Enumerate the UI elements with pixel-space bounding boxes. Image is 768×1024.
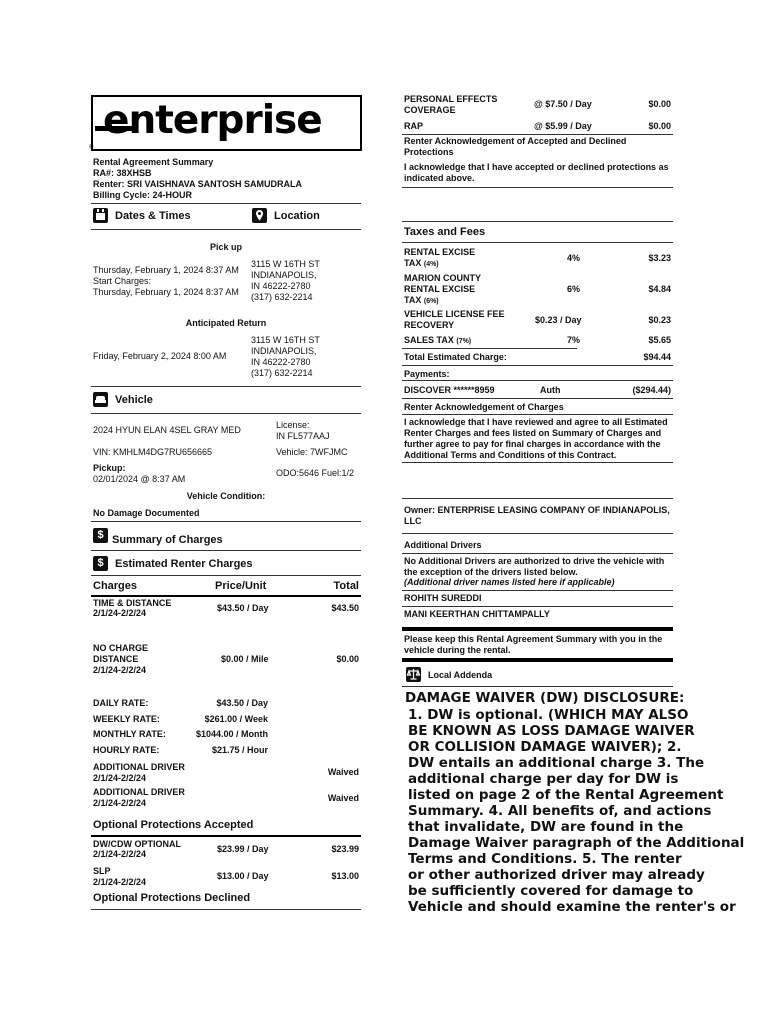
protection-price: $23.99 / Day [217, 844, 269, 854]
payment-card: DISCOVER ******8959 [404, 385, 495, 395]
protection-dates: 2/1/24-2/2/24 [93, 849, 147, 859]
protection-total: $13.00 [331, 871, 359, 881]
scales-icon [406, 667, 421, 682]
payment-auth: Auth [540, 385, 561, 395]
tax-name: SALES TAX (7%) [404, 335, 472, 345]
return-date: Friday, February 2, 2024 8:00 AM [93, 351, 227, 361]
optional-accepted-heading: Optional Protections Accepted [93, 819, 254, 831]
protection-price: $13.00 / Day [217, 871, 269, 881]
rate-value: $1044.00 / Month [195, 729, 268, 739]
return-heading: Anticipated Return [185, 318, 267, 328]
declined-price: @ $7.50 / Day [534, 99, 592, 109]
pickup-heading: Pick up [209, 242, 242, 252]
return-address: 3115 W 16TH ST INDIANAPOLIS, IN 46222-2780 (317) 632-2214 [251, 335, 320, 378]
payment-amount: ($294.44) [632, 385, 671, 395]
rate-name: WEEKLY RATE: [93, 714, 160, 724]
protection-name: SLP [93, 866, 111, 876]
tax-total: $5.65 [648, 335, 671, 345]
dollar-icon: $ [93, 556, 108, 571]
pickup-address: 3115 W 16TH ST INDIANAPOLIS, IN 46222-2780 (317) 632-2214 [251, 259, 320, 302]
payments-label: Payments: [404, 369, 450, 379]
charge-price: $43.50 / Day [217, 603, 269, 613]
ra-number: RA#: 38XHSB [93, 168, 152, 178]
charge-price: $0.00 / Mile [221, 654, 269, 664]
tax-rate: $0.23 / Day [535, 315, 582, 325]
vin: VIN: KMHLM4DG7RU656665 [93, 447, 213, 457]
protection-name: DW/CDW OPTIONAL [93, 839, 181, 849]
protection-total: $23.99 [331, 844, 359, 854]
declined-total: $0.00 [648, 121, 671, 131]
start-charges-label: Start Charges: [93, 276, 152, 286]
dollar-icon: $ [93, 528, 108, 543]
rate-name: MONTHLY RATE: [93, 729, 166, 739]
charge-name: ADDITIONAL DRIVER [93, 787, 185, 797]
renter-name: Renter: SRI VAISHNAVA SANTOSH SAMUDRALA [93, 179, 303, 189]
declined-name: PERSONAL EFFECTS COVERAGE [404, 94, 498, 115]
location-heading: Location [274, 210, 320, 222]
rate-value: $261.00 / Week [204, 714, 268, 724]
charge-total: Waived [327, 767, 359, 777]
pickup-label: Pickup: [93, 463, 126, 473]
charge-total: Waived [327, 793, 359, 803]
additional-drivers-text: No Additional Drivers are authorized to drive the vehicle with the exception of the drivers listed below. [404, 556, 665, 577]
tax-name: VEHICLE LICENSE FEE RECOVERY [404, 309, 505, 330]
tax-total: $0.23 [648, 315, 671, 325]
rate-value: $21.75 / Hour [211, 745, 268, 755]
charges-ack-title: Renter Acknowledgement of Charges [404, 402, 564, 412]
col-charges: Charges [93, 580, 138, 592]
protections-ack-text: I acknowledge that I have accepted or declined protections as indicated above. [404, 162, 669, 183]
car-icon [93, 392, 108, 407]
license-label: License: [276, 420, 310, 430]
vehicle-model: 2024 HYUN ELAN 4SEL GRAY MED [93, 425, 241, 435]
vehicle-number: Vehicle: 7WFJMC [276, 447, 348, 457]
additional-drivers-title: Additional Drivers [404, 540, 482, 550]
charge-total: $0.00 [336, 654, 359, 664]
local-addenda-heading: Local Addenda [428, 670, 493, 680]
pickup-time: 02/01/2024 @ 8:37 AM [93, 474, 186, 484]
enterprise-logo [91, 95, 362, 151]
vehicle-condition: No Damage Documented [93, 508, 200, 518]
license-plate: IN FL577AAJ [276, 431, 330, 441]
tax-rate: 7% [567, 335, 581, 345]
protection-dates: 2/1/24-2/2/24 [93, 877, 147, 887]
tax-name: MARION COUNTY RENTAL EXCISE TAX (6%) [404, 273, 481, 305]
location-pin-icon [252, 208, 267, 223]
tax-rate: 4% [567, 253, 581, 263]
col-total: Total [333, 580, 359, 592]
charge-name: TIME & DISTANCE [93, 598, 172, 608]
calendar-icon [93, 208, 108, 223]
charge-dates: 2/1/24-2/2/24 [93, 773, 147, 783]
vehicle-heading: Vehicle [115, 394, 153, 406]
col-price-unit: Price/Unit [215, 580, 267, 592]
total-estimated-label: Total Estimated Charge: [404, 352, 507, 362]
charge-total: $43.50 [331, 603, 359, 613]
vehicle-condition-label: Vehicle Condition: [186, 491, 266, 501]
driver-name: MANI KEERTHAN CHITTAMPALLY [404, 609, 550, 619]
estimated-renter-charges-heading: Estimated Renter Charges [115, 558, 253, 570]
charge-dates: 2/1/24-2/2/24 [93, 608, 147, 618]
dw-disclosure-heading: DAMAGE WAIVER (DW) DISCLOSURE: [405, 690, 685, 706]
charges-ack-text: I acknowledge that I have reviewed and agree to all Estimated Renter Charges and fees listed on Summary of Charges and further agree to pay for final charges in accordance with the Additional Terms and Conditions of this Contract. [404, 417, 668, 460]
summary-of-charges-heading: Summary of Charges [112, 534, 223, 546]
keep-summary-note: Please keep this Rental Agreement Summary with you in the vehicle during the rental. [404, 634, 663, 655]
tax-name: RENTAL EXCISE TAX (4%) [404, 247, 476, 268]
pickup-date: Thursday, February 1, 2024 8:37 AM [93, 265, 239, 275]
summary-title: Rental Agreement Summary [93, 157, 214, 167]
total-estimated-charge: $94.44 [643, 352, 671, 362]
additional-drivers-note: (Additional driver names listed here if applicable) [404, 577, 615, 587]
dw-disclosure-text: 1. DW is optional. (WHICH MAY ALSO BE KNOWN AS LOSS DAMAGE WAIVER OR COLLISION DAMAGE WAIVER); 2. DW entails an additional charge 3. The additional charge per day for DW is listed on page 2 of the Rental Agreement Summary. 4. All benefits of, and actions that invalidate, DW are found in the Damage Waiver paragraph of the Additional Terms and Conditions. 5. The renter or other authorized driver may already be sufficiently covered for damage to Vehicle and should examine the renter's or [408, 707, 745, 915]
optional-declined-heading: Optional Protections Declined [93, 892, 251, 904]
declined-price: @ $5.99 / Day [534, 121, 592, 131]
rate-name: DAILY RATE: [93, 698, 149, 708]
tax-rate: 6% [567, 284, 581, 294]
odometer-fuel: ODO:5646 Fuel:1/2 [276, 468, 355, 478]
owner: Owner: ENTERPRISE LEASING COMPANY OF INDIANAPOLIS, LLC [404, 505, 670, 526]
rate-name: HOURLY RATE: [93, 745, 160, 755]
declined-name: RAP [404, 121, 424, 131]
tax-total: $3.23 [648, 253, 671, 263]
tax-total: $4.84 [648, 284, 671, 294]
billing-cycle: Billing Cycle: 24-HOUR [93, 190, 193, 200]
declined-total: $0.00 [648, 99, 671, 109]
charge-dates: 2/1/24-2/2/24 [93, 665, 147, 675]
logo-wordmark: enterprise [103, 98, 322, 143]
driver-name: ROHITH SUREDDI [404, 593, 482, 603]
dates-times-heading: Dates & Times [115, 210, 191, 222]
taxes-fees-heading: Taxes and Fees [404, 226, 486, 238]
rate-value: $43.50 / Day [216, 698, 268, 708]
protections-ack-title: Renter Acknowledgement of Accepted and Declined Protections [404, 136, 627, 157]
registered-mark: ® [89, 145, 94, 151]
charge-name: ADDITIONAL DRIVER [93, 762, 185, 772]
charge-name: NO CHARGE DISTANCE [93, 643, 149, 664]
start-charges-date: Thursday, February 1, 2024 8:37 AM [93, 287, 239, 297]
charge-dates: 2/1/24-2/2/24 [93, 798, 147, 808]
